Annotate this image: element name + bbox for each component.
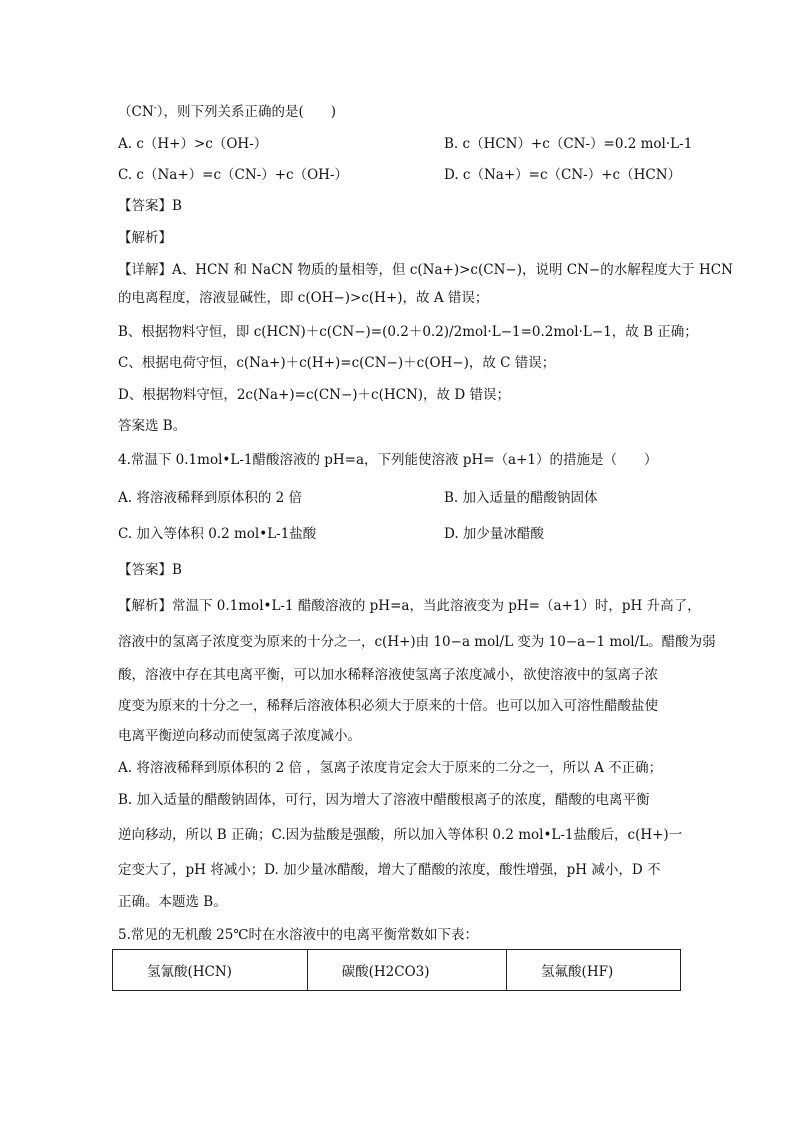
q3-analysis-label: 【解析】 xyxy=(118,230,172,246)
q3-option-b: B. c（HCN）+c（CN-）=0.2 mol·L-1 xyxy=(444,136,693,152)
q4-answer: 【答案】B xyxy=(118,562,182,578)
q5-stem: 5.常见的无机酸 25℃时在水溶液中的电离平衡常数如下表： xyxy=(118,927,478,943)
q4-analysis-line-2: 溶液中的氢离子浓度变为原来的十分之一，c(H+)由 10−a mol/L 变为 10−a−1 mol/L。醋酸为弱 xyxy=(118,634,716,650)
ionization-constant-table xyxy=(112,949,681,991)
q4-analysis-line-9: 定变大了，pH 将减小；D. 加少量冰醋酸，增大了醋酸的浓度，酸性增强，pH 减小，D 不 xyxy=(118,862,661,878)
q4-analysis-line-8: 逆向移动，所以 B 正确；C.因为盐酸是强酸，所以加入等体积 0.2 mol•L-1盐酸后，c(H+)一 xyxy=(118,827,683,843)
q3-detail-line-2: 的电离程度，溶液显碱性，即 c(OH−)>c(H+)，故 A 错误； xyxy=(118,290,489,306)
table-header-hcn: 氢氰酸(HCN) xyxy=(113,950,308,991)
table-header-hf: 氢氟酸(HF) xyxy=(507,950,681,991)
q3-option-a: A. c（H+）>c（OH-） xyxy=(118,136,268,152)
q3-detail-line-3: B、根据物料守恒，即 c(HCN)＋c(CN−)=(0.2＋0.2)/2mol·L−1=0.2mol·L−1，故 B 正确； xyxy=(118,324,698,340)
q3-option-d: D. c（Na+）=c（CN-）+c（HCN） xyxy=(444,167,682,183)
q3-detail-line-1: 【详解】A、HCN 和 NaCN 物质的量相等，但 c(Na+)>c(CN−)，说明 CN−的水解程度大于 HCN xyxy=(118,262,733,278)
q3-stem-tail: （CN-），则下列关系正确的是( ) xyxy=(118,103,336,120)
q3-answer: 【答案】B xyxy=(118,198,182,214)
q4-analysis-line-3: 酸，溶液中存在其电离平衡，可以加水稀释溶液使氢离子浓度减小，欲使溶液中的氢离子浓 xyxy=(118,667,658,683)
q4-analysis-line-4: 度变为原来的十分之一，稀释后溶液体积必须大于原来的十倍。也可以加入可溶性醋酸盐使 xyxy=(118,698,658,714)
q4-analysis-line-10: 正确。本题选 B。 xyxy=(118,894,227,910)
q4-option-b: B. 加入适量的醋酸钠固体 xyxy=(444,490,598,506)
q4-analysis-line-1: 【解析】常温下 0.1mol•L-1 醋酸溶液的 pH=a，当此溶液变为 pH=（a+1）时，pH 升高了， xyxy=(118,598,701,614)
q4-stem: 4.常温下 0.1mol•L-1醋酸溶液的 pH=a，下列能使溶液 pH=（a+1）的措施是（ ） xyxy=(118,452,658,468)
q3-detail-line-4: C、根据电荷守恒，c(Na+)＋c(H+)=c(CN−)＋c(OH−)，故 C 错误； xyxy=(118,355,556,371)
q4-option-d: D. 加少量冰醋酸 xyxy=(444,526,544,542)
q4-analysis-line-7: B. 加入适量的醋酸钠固体，可行，因为增大了溶液中醋酸根离子的浓度，醋酸的电离平衡 xyxy=(118,792,650,808)
table-header-h2co3: 碳酸(H2CO3) xyxy=(307,950,506,991)
q4-option-a: A. 将溶液稀释到原体积的 2 倍 xyxy=(118,490,303,506)
q4-option-c: C. 加入等体积 0.2 mol•L-1盐酸 xyxy=(118,526,317,542)
q3-conclusion: 答案选 B。 xyxy=(118,418,187,434)
q4-analysis-line-6: A. 将溶液稀释到原体积的 2 倍 ，氢离子浓度肯定会大于原来的二分之一，所以 A 不正确； xyxy=(118,760,663,776)
table-header-row xyxy=(113,950,681,991)
q4-analysis-line-5: 电离平衡逆向移动而使氢离子浓度减小。 xyxy=(118,728,361,744)
q3-option-c: C. c（Na+）=c（CN-）+c（OH-） xyxy=(118,167,349,183)
q3-detail-line-5: D、根据物料守恒，2c(Na+)=c(CN−)＋c(HCN)，故 D 错误； xyxy=(118,387,510,403)
